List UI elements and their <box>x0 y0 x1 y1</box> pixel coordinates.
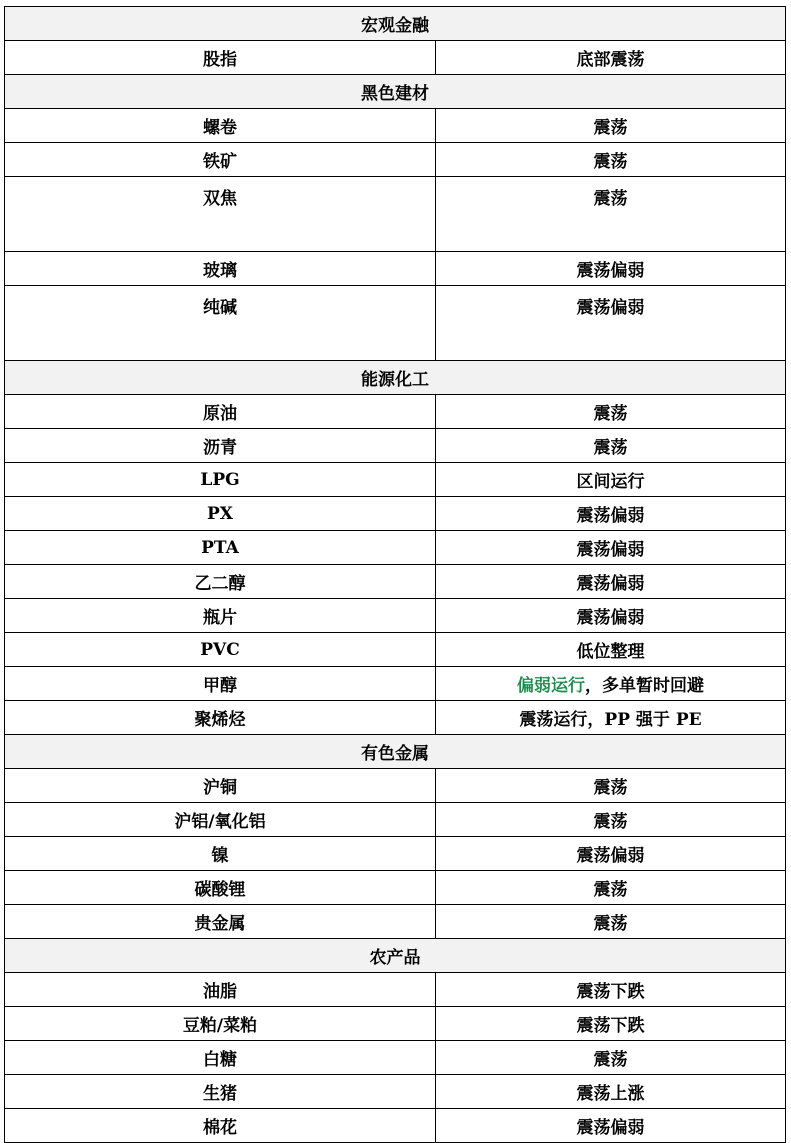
commodity-view: 震荡偏弱 <box>436 565 786 599</box>
view-note: ，多单暂时回避 <box>585 676 704 696</box>
commodity-name: PVC <box>5 633 436 667</box>
commodity-view: 低位整理 <box>436 633 786 667</box>
section-header-row <box>5 361 786 395</box>
table-row <box>5 1075 786 1109</box>
commodity-name: 棉花 <box>5 1109 436 1143</box>
commodity-view: 震荡 <box>436 1041 786 1075</box>
commodity-view: 震荡偏弱 <box>436 1109 786 1143</box>
table-row <box>5 565 786 599</box>
table-row <box>5 667 786 701</box>
commodity-name: 油脂 <box>5 973 436 1007</box>
section-title: 有色金属 <box>5 735 786 769</box>
section-header-row <box>5 939 786 973</box>
commodity-name: 螺卷 <box>5 109 436 143</box>
table-row <box>5 497 786 531</box>
commodity-name: PTA <box>5 531 436 565</box>
table-row <box>5 531 786 565</box>
table-row <box>5 701 786 735</box>
commodity-name: 白糖 <box>5 1041 436 1075</box>
commodity-view: 震荡偏弱 <box>436 531 786 565</box>
table-row <box>5 463 786 497</box>
commodity-view: 震荡 <box>436 109 786 143</box>
commodity-name: 聚烯烃 <box>5 701 436 735</box>
commodity-name: 玻璃 <box>5 252 436 286</box>
commodity-name: 生猪 <box>5 1075 436 1109</box>
view-trend: 偏弱运行 <box>517 676 585 696</box>
commodity-name: 沪铜 <box>5 769 436 803</box>
table-row <box>5 1007 786 1041</box>
table-row <box>5 1041 786 1075</box>
commodity-view: 震荡 <box>436 143 786 177</box>
commodity-view: 震荡偏弱 <box>436 599 786 633</box>
commodity-name: 甲醇 <box>5 667 436 701</box>
section-title: 农产品 <box>5 939 786 973</box>
commodity-view: 震荡下跌 <box>436 973 786 1007</box>
commodity-view: 震荡下跌 <box>436 1007 786 1041</box>
commodity-view: 区间运行 <box>436 463 786 497</box>
table-row <box>5 395 786 429</box>
commodity-name: 乙二醇 <box>5 565 436 599</box>
table-row <box>5 769 786 803</box>
commodity-view: 震荡运行，PP 强于 PE <box>436 701 786 735</box>
commodity-view: 震荡 <box>436 429 786 463</box>
section-title: 能源化工 <box>5 361 786 395</box>
commodity-name: PX <box>5 497 436 531</box>
section-header-row <box>5 735 786 769</box>
table-row <box>5 177 786 252</box>
table-row <box>5 905 786 939</box>
commodity-view: 底部震荡 <box>436 41 786 75</box>
table-row <box>5 109 786 143</box>
commodity-name: 沪铝/氧化铝 <box>5 803 436 837</box>
commodity-view: 震荡偏弱 <box>436 837 786 871</box>
commodity-view <box>436 667 786 701</box>
table-row <box>5 41 786 75</box>
commodity-name: 铁矿 <box>5 143 436 177</box>
commodity-view: 震荡 <box>436 871 786 905</box>
commodity-name: 沥青 <box>5 429 436 463</box>
commodity-name: 镍 <box>5 837 436 871</box>
table-row <box>5 803 786 837</box>
commodity-view: 震荡 <box>436 769 786 803</box>
table-row <box>5 1109 786 1143</box>
table-row <box>5 286 786 361</box>
commodity-view: 震荡偏弱 <box>436 252 786 286</box>
commodity-view: 震荡 <box>436 803 786 837</box>
commodity-name: LPG <box>5 463 436 497</box>
section-title: 宏观金融 <box>5 7 786 41</box>
table-row <box>5 599 786 633</box>
commodity-name: 豆粕/菜粕 <box>5 1007 436 1041</box>
commodity-outlook-table <box>4 6 786 1143</box>
table-row <box>5 837 786 871</box>
commodity-name: 瓶片 <box>5 599 436 633</box>
commodity-view: 震荡 <box>436 395 786 429</box>
commodity-name: 碳酸锂 <box>5 871 436 905</box>
table-row <box>5 973 786 1007</box>
commodity-name: 双焦 <box>5 177 436 252</box>
table-row <box>5 252 786 286</box>
section-header-row <box>5 75 786 109</box>
table-row <box>5 429 786 463</box>
table-row <box>5 633 786 667</box>
commodity-view: 震荡偏弱 <box>436 497 786 531</box>
table-row <box>5 143 786 177</box>
section-title: 黑色建材 <box>5 75 786 109</box>
commodity-view: 震荡偏弱 <box>436 286 786 361</box>
section-header-row <box>5 7 786 41</box>
table-row <box>5 871 786 905</box>
commodity-name: 贵金属 <box>5 905 436 939</box>
commodity-view: 震荡上涨 <box>436 1075 786 1109</box>
commodity-name: 股指 <box>5 41 436 75</box>
commodity-view: 震荡 <box>436 905 786 939</box>
commodity-view: 震荡 <box>436 177 786 252</box>
commodity-name: 纯碱 <box>5 286 436 361</box>
commodity-name: 原油 <box>5 395 436 429</box>
